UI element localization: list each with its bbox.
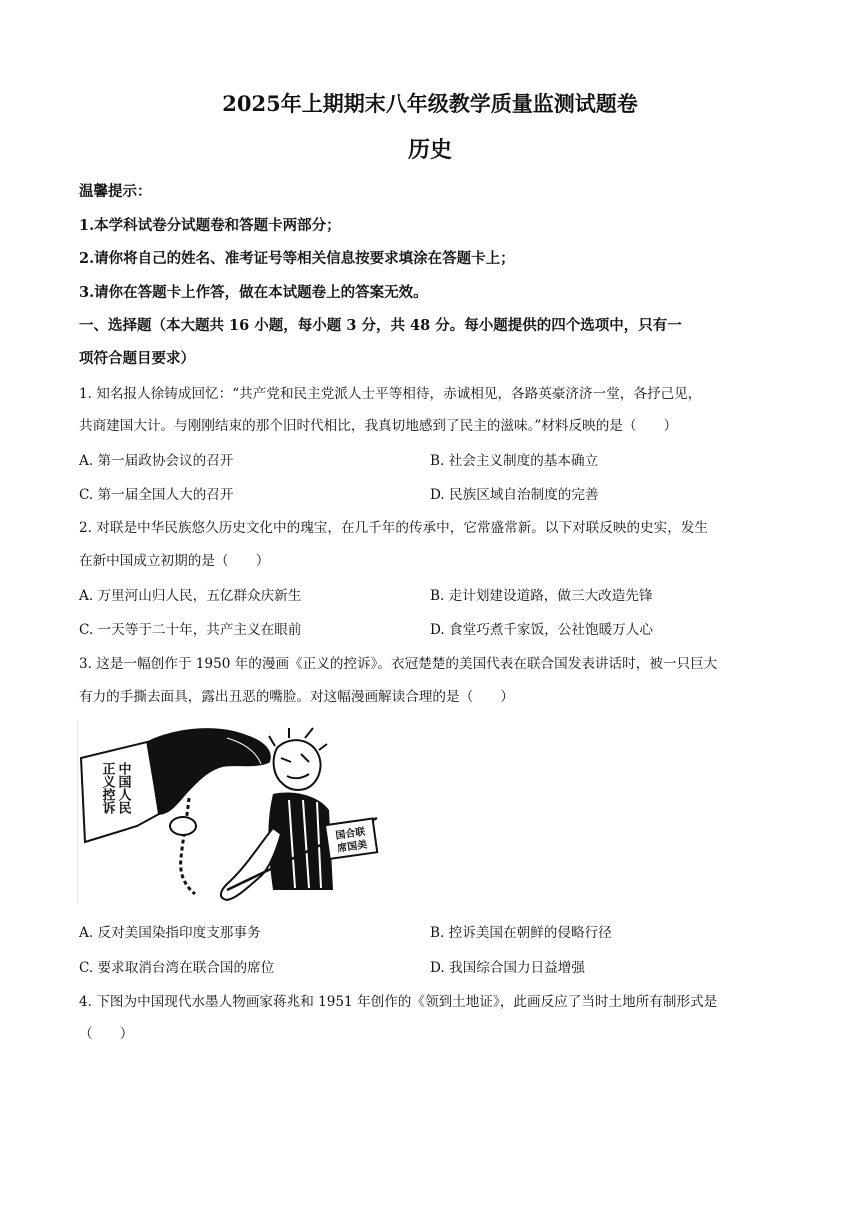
cartoon-justice-accusation: [77, 718, 383, 904]
option-2b[interactable]: B. 走计划建设道路，做三大改造先锋: [430, 588, 653, 604]
page-title: 2025年上期期末八年级教学质量监测试题卷: [222, 91, 638, 116]
option-1d[interactable]: D. 民族区域自治制度的完善: [430, 487, 599, 503]
tip-item: 3.请你在答题卡上作答，做在本试题卷上的答案无效。: [79, 284, 428, 301]
question-1-text: 共商建国大计。与刚刚结束的那个旧时代相比，我真切地感到了民主的滋味。”材料反映的是（ ）: [79, 418, 678, 434]
tips-heading: 温馨提示：: [79, 183, 152, 200]
cartoon-hand: [147, 729, 270, 814]
question-4-text: 4. 下图为中国现代水墨人物画家蒋兆和 1951 年创作的《领到土地证》，此画反应了当时土地所有制形式是: [79, 994, 718, 1010]
question-3-text: 有力的手撕去面具，露出丑恶的嘴脸。对这幅漫画解读合理的是（ ）: [79, 689, 514, 705]
cartoon-chain: [181, 798, 195, 894]
option-3b[interactable]: B. 控诉美国在朝鲜的侵略行径: [430, 925, 612, 941]
subject-title: 历史: [407, 137, 452, 163]
cartoon-mask: [170, 817, 196, 835]
question-3-text: 3. 这是一幅创作于 1950 年的漫画《正义的控诉》。衣冠楚楚的美国代表在联合国发表讲话时，被一只巨大: [79, 656, 718, 672]
sign-text-line1: 国合联: [334, 826, 367, 842]
sleeve-text-col2: 正义控诉: [99, 762, 115, 814]
option-2d[interactable]: D. 食堂巧煮千家饭，公社饱暖万人心: [430, 622, 653, 638]
question-2-text: 2. 对联是中华民族悠久历史文化中的瑰宝，在几千年的传承中，它常盛常新。以下对联反映的史实，发生: [79, 520, 709, 536]
sign-text-line2: 席国美: [336, 839, 368, 855]
question-4-text: （ ）: [79, 1026, 134, 1042]
tip-item: 1.本学科试卷分试题卷和答题卡两部分；: [79, 217, 341, 234]
option-3c[interactable]: C. 要求取消台湾在联合国的席位: [79, 960, 275, 976]
sleeve-text-col1: 中国人民: [115, 762, 131, 814]
question-1-text: 1. 知名报人徐铸成回忆：“共产党和民主党派人士平等相待，赤诚相见，各路英豪济济一堂，各抒己见，: [79, 386, 702, 402]
option-1b[interactable]: B. 社会主义制度的基本确立: [430, 453, 599, 469]
option-2c[interactable]: C. 一天等于二十年，共产主义在眼前: [79, 622, 302, 638]
option-3a[interactable]: A. 反对美国染指印度支那事务: [79, 925, 261, 941]
cartoon-head: [274, 740, 321, 790]
cartoon-un-sign: [325, 819, 377, 859]
option-1c[interactable]: C. 第一届全国人大的召开: [79, 487, 234, 503]
question-2-text: 在新中国成立初期的是（ ）: [79, 553, 270, 569]
option-1a[interactable]: A. 第一届政协会议的召开: [79, 453, 234, 469]
section-heading-cont: 项符合题目要求）: [79, 350, 195, 367]
tip-item: 2.请你将自己的姓名、准考证号等相关信息按要求填涂在答题卡上；: [79, 250, 515, 267]
option-3d[interactable]: D. 我国综合国力日益增强: [430, 960, 585, 976]
section-heading: 一、选择题（本大题共 16 小题，每小题 3 分，共 48 分。每小题提供的四个选项中，只有一: [79, 317, 682, 334]
option-2a[interactable]: A. 万里河山归人民，五亿群众庆新生: [79, 588, 302, 604]
